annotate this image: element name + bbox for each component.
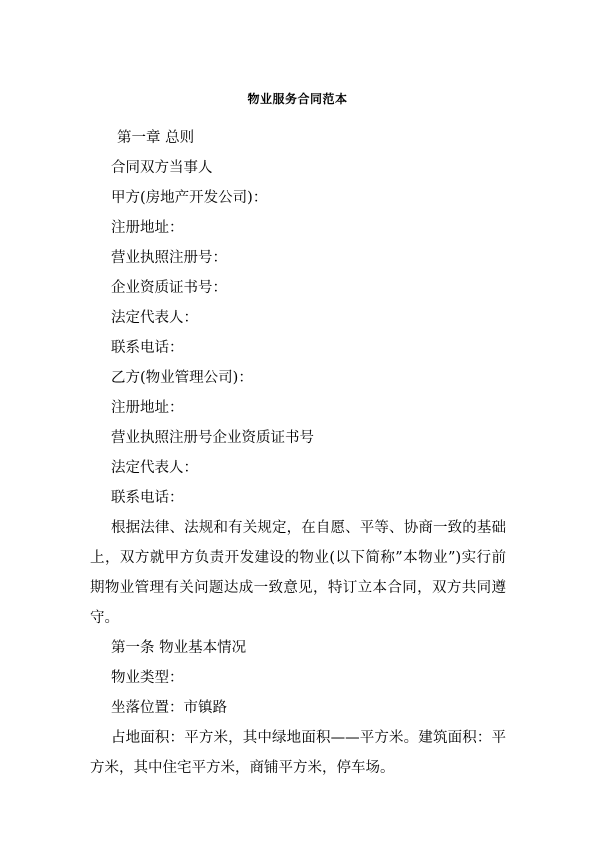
- text-line: 法定代表人：: [111, 310, 198, 326]
- text-line: 法定代表人：: [111, 460, 198, 476]
- text-line: 联系电话：: [111, 340, 184, 356]
- text-line: 注册地址：: [111, 400, 184, 416]
- text-line: 甲方(房地产开发公司)：: [111, 190, 268, 206]
- text-line: 乙方(物业管理公司)：: [111, 370, 253, 386]
- property-type-line: 物业类型：: [111, 670, 184, 686]
- location-line: 坐落位置：市镇路: [111, 700, 227, 716]
- article-heading: 第一条 物业基本情况: [111, 640, 247, 656]
- area-paragraph: 占地面积：平方米，其中绿地面积——平方米。建筑面积：平方米，其中住宅平方米，商铺平方米，停车场。: [90, 730, 506, 776]
- document-title: 物业服务合同范本: [247, 92, 348, 106]
- text-line: 企业资质证书号：: [111, 280, 227, 296]
- text-line: 合同双方当事人: [111, 160, 213, 176]
- document-body: [90, 123, 506, 783]
- text-line: 联系电话：: [111, 490, 184, 506]
- intro-paragraph: 根据法律、法规和有关规定，在自愿、平等、协商一致的基础上，双方就甲方负责开发建设的物业(以下简称”本物业”)实行前期物业管理有关问题达成一致意见，特订立本合同，双方共同遵守。: [90, 520, 506, 626]
- text-line: 注册地址：: [111, 220, 184, 236]
- text-line: 营业执照注册号：: [111, 250, 227, 266]
- text-line: 营业执照注册号企业资质证书号: [111, 430, 314, 446]
- chapter-heading: 第一章 总则: [117, 130, 195, 146]
